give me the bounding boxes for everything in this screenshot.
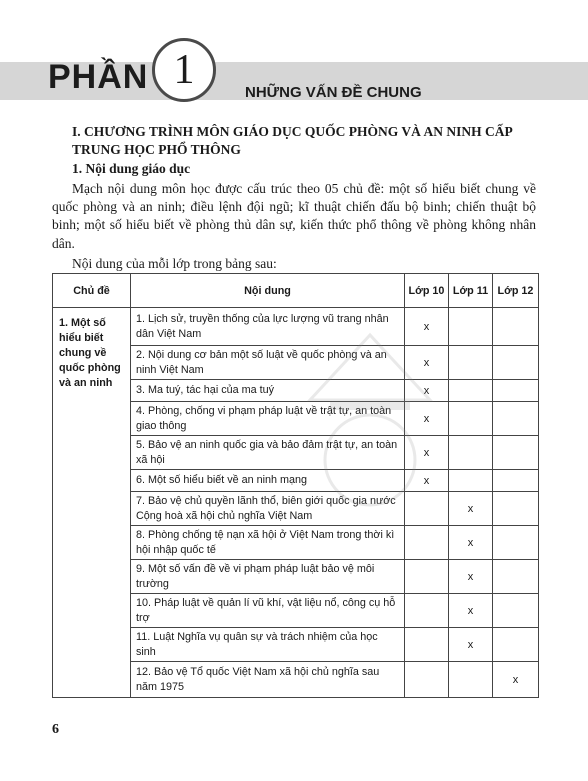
section-heading: I. CHƯƠNG TRÌNH MÔN GIÁO DỤC QUỐC PHÒNG VÀ AN NINH CẤP TRUNG HỌC PHỔ THÔNG (72, 124, 513, 157)
page-number: 6 (52, 722, 59, 737)
header-topic: Chủ đề (53, 274, 131, 308)
header-content: Nội dung (131, 274, 405, 308)
grade-mark-g11 (449, 436, 493, 470)
grade-mark-g10 (405, 628, 449, 662)
body-paragraph: Mạch nội dung môn học được cấu trúc theo 05 chủ đề: một số hiểu biết chung về quốc phòng và an ninh; điều lệnh đội ngũ; kĩ thuật chiến đấu bộ binh; chiến thuật bộ binh; một số hiểu biết về phòng thủ dân sự, kiến thức phổ thông về phòng không nhân dân. (52, 181, 536, 251)
grade-mark-g12 (493, 380, 539, 402)
grade-mark-g12 (493, 346, 539, 380)
content-cell: 8. Phòng chống tệ nạn xã hội ở Việt Nam trong thời kì hội nhập quốc tế (131, 526, 405, 560)
content-cell: 12. Bảo vệ Tổ quốc Việt Nam xã hội chủ nghĩa sau năm 1975 (131, 662, 405, 698)
part-label: PHẦN (48, 58, 149, 96)
grade-mark-g10: x (405, 380, 449, 402)
grade-mark-g11 (449, 380, 493, 402)
content-table (52, 273, 539, 698)
grade-mark-g10: x (405, 308, 449, 346)
grade-mark-g11: x (449, 594, 493, 628)
grade-mark-g11 (449, 402, 493, 436)
content-cell: 5. Bảo vệ an ninh quốc gia và bảo đảm trật tự, an toàn xã hội (131, 436, 405, 470)
header-grade11: Lớp 11 (449, 274, 493, 308)
grade-mark-g11: x (449, 492, 493, 526)
table-row (53, 308, 539, 346)
grade-mark-g10: x (405, 470, 449, 492)
table-intro: Nội dung của mỗi lớp trong bảng sau: (72, 256, 277, 271)
grade-mark-g10 (405, 594, 449, 628)
part-title: NHỮNG VẤN ĐỀ CHUNG (245, 84, 422, 101)
content-cell: 3. Ma tuý, tác hại của ma tuý (131, 380, 405, 402)
content-cell: 11. Luật Nghĩa vụ quân sự và trách nhiệm của học sinh (131, 628, 405, 662)
header-grade10: Lớp 10 (405, 274, 449, 308)
grade-mark-g12 (493, 308, 539, 346)
grade-mark-g12 (493, 492, 539, 526)
grade-mark-g10 (405, 492, 449, 526)
grade-mark-g10: x (405, 436, 449, 470)
content-cell: 1. Lịch sử, truyền thống của lực lượng vũ trang nhân dân Việt Nam (131, 308, 405, 346)
subheading: 1. Nội dung giáo dục (72, 161, 191, 176)
content-cell: 9. Một số vấn đề về vi phạm pháp luật bảo vệ môi trường (131, 560, 405, 594)
grade-mark-g12 (493, 628, 539, 662)
grade-mark-g11: x (449, 628, 493, 662)
grade-mark-g12 (493, 560, 539, 594)
grade-mark-g11 (449, 346, 493, 380)
grade-mark-g12 (493, 402, 539, 436)
grade-mark-g11 (449, 470, 493, 492)
content-cell: 10. Pháp luật về quản lí vũ khí, vật liệu nổ, công cụ hỗ trợ (131, 594, 405, 628)
header-grade12: Lớp 12 (493, 274, 539, 308)
grade-mark-g12 (493, 526, 539, 560)
grade-mark-g11: x (449, 526, 493, 560)
grade-mark-g12 (493, 436, 539, 470)
grade-mark-g10 (405, 526, 449, 560)
part-number-circle (152, 38, 216, 102)
grade-mark-g11: x (449, 560, 493, 594)
topic-cell: 1. Một số hiểu biết chung về quốc phòng và an ninh (53, 308, 131, 698)
grade-mark-g12: x (493, 662, 539, 698)
content-cell: 7. Bảo vệ chủ quyền lãnh thổ, biên giới quốc gia nước Cộng hoà xã hội chủ nghĩa Việt Nam (131, 492, 405, 526)
grade-mark-g10: x (405, 346, 449, 380)
part-number: 1 (173, 47, 195, 93)
content-cell: 4. Phòng, chống vi phạm pháp luật về trật tự, an toàn giao thông (131, 402, 405, 436)
table-header-row (53, 274, 539, 308)
content-cell: 6. Một số hiểu biết về an ninh mạng (131, 470, 405, 492)
grade-mark-g11 (449, 662, 493, 698)
grade-mark-g10: x (405, 402, 449, 436)
content-cell: 2. Nội dung cơ bản một số luật về quốc phòng và an ninh Việt Nam (131, 346, 405, 380)
grade-mark-g12 (493, 594, 539, 628)
grade-mark-g12 (493, 470, 539, 492)
grade-mark-g11 (449, 308, 493, 346)
grade-mark-g10 (405, 560, 449, 594)
grade-mark-g10 (405, 662, 449, 698)
